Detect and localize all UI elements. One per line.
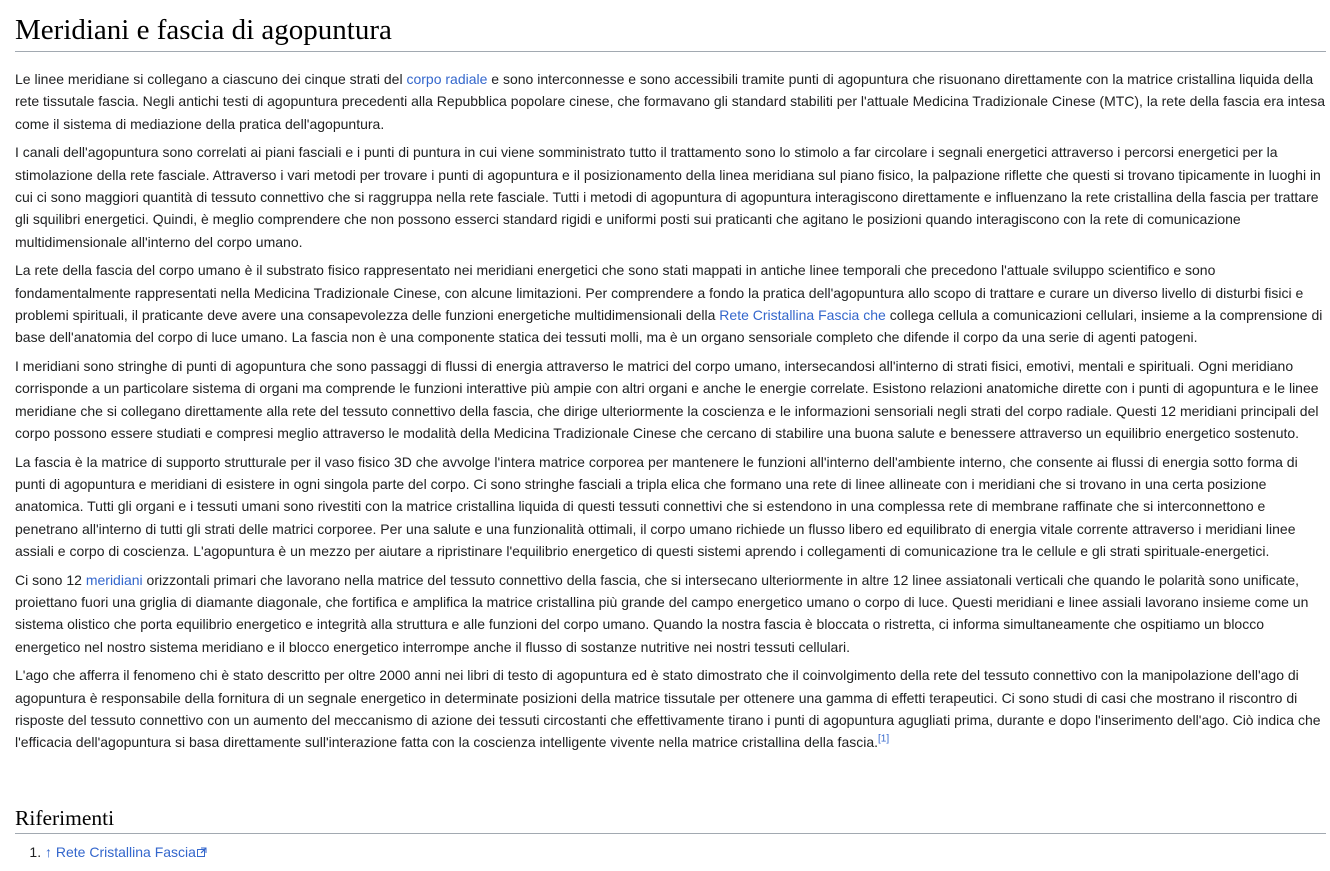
paragraph-1-text-a: Le linee meridiane si collegano a ciascuno dei cinque strati del: [15, 71, 407, 87]
link-meridiani[interactable]: meridiani: [85, 571, 143, 588]
link-rete-cristallina-fascia[interactable]: Rete Cristallina Fascia che: [719, 307, 886, 324]
reference-link-text: Rete Cristallina Fascia: [55, 843, 196, 860]
paragraph-3: [15, 259, 1326, 349]
paragraph-7-text: L'ago che afferra il fenomeno chi è stato descritto per oltre 2000 anni nei libri di testo di agopuntura ed è stato dimostrato che il coinvolgimento della rete del tessuto connettivo con la manipolazione dell'ago di agopuntura è responsabile della fornitura di un segnale energetico in determinate posizioni della matrice tissutale per ottenere una gamma di effetti terapeutici. Ci sono studi di casi che mostrano il riscontro di risposte del tessuto connettivo con un aumento del meccanismo di azione dei tessuti circostanti che effettivamente tirano i punti di agopuntura agugliati prima, durante e dopo l'inserimento dell'ago. Ciò indica che l'efficacia dell'agopuntura si basa direttamente sull'interazione fatta con la coscienza intelligente vivente nella matrice cristallina della fascia.: [15, 667, 1321, 751]
citation-link-1[interactable]: [1]: [878, 733, 890, 745]
paragraph-1-text-b: e sono interconnesse e sono accessibili tramite punti di agopuntura che risuonano direttamente con la matrice cristallina liquida della rete tissutale fascia. Negli antichi testi di agopuntura precedenti alla Repubblica popolare cinese, che formavano gli standard stabiliti per l'attuale Medicina Tradizionale Cinese (MTC), la rete della fascia era intesa come il sistema di mediazione della pratica dell'agopuntura.: [15, 71, 1326, 132]
references-heading: Riferimenti: [15, 804, 1326, 834]
paragraph-4: I meridiani sono stringhe di punti di agopuntura che sono passaggi di flussi di energia attraverso le matrici del corpo umano, intersecandosi all'interno di strati fisici, emotivi, mentali e spirituali. Ogni meridiano corrisponde a un particolare sistema di organi ma comprende le funzioni interattive più ampie con altri organi e anche le energie correlate. Esistono relazioni anatomiche dirette con i punti di agopuntura e le linee meridiane che si collegano direttamente alla rete del tessuto connettivo della fascia, che dirige ulteriormente la coscienza e le informazioni sensoriali negli strati del corpo radiale. Questi 12 meridiani principali del corpo possono essere studiati e compresi meglio attraverso le modalità della Medicina Tradizionale Cinese che cercano di stabilire una buona salute e benessere attraverso un equilibrio energetico sostenuto.: [15, 357, 1319, 442]
article-content: [15, 10, 1326, 862]
paragraph-1: [15, 68, 1326, 135]
citation-1[interactable]: [878, 734, 889, 745]
page-title: Meridiani e fascia di agopuntura: [15, 10, 1326, 52]
paragraph-6: [15, 569, 1326, 659]
paragraph-3-text-a: La rete della fascia del corpo umano è il substrato fisico rappresentato nei meridiani energetici che sono stati mappati in antiche linee temporali che precedono l'attuale sviluppo scientifico e sono fondamentalmente rappresentati nella Medicina Tradizionale Cinese, con alcune limitazioni. Per comprendere a fondo la pratica dell'agopuntura allo scopo di trattare e curare un diverso livello di disturbi fisici e problemi spirituali, il praticante deve avere una consapevolezza delle funzioni energetiche multidimensionali della: [15, 262, 1304, 324]
link-corpo-radiale[interactable]: corpo radiale: [406, 71, 488, 87]
reference-external-link[interactable]: [56, 844, 207, 860]
paragraph-5: La fascia è la matrice di supporto strutturale per il vaso fisico 3D che avvolge l'intera matrice corporea per mantenere le funzioni all'interno dell'ambiente interno, che consente ai flussi di energia sotto forma di punti di agopuntura e meridiani di esistere in ogni singola parte del corpo. Ci sono stringhe fasciali a tripla elica che formano una rete di linee allineate con i meridiani che si trovano in una certa posizione anatomica. Tutti gli organi e i tessuti umani sono rivestiti con la matrice cristallina liquida di questi tessuti connettivi che si estendono in una complessa rete di membrane raffinate che si interconnettono e penetrano all'interno di tutti gli strati delle matrici corporee. Per una salute e una funzionalità ottimali, il corpo umano richiede un flusso libero ed equilibrato di energia vitale corrente attraverso i meridiani linee assiali e corpo di coscienza. L'agopuntura è un mezzo per aiutare a ripristinare l'equilibrio energetico di questi sistemi aprendo i collegamenti di comunicazione tra le cellule e gli strati spirituale-energetici.: [15, 453, 1298, 560]
reference-item: [45, 842, 1326, 862]
paragraph-6-text-a: Ci sono 12: [15, 571, 86, 588]
reference-backlink[interactable]: ↑: [45, 843, 52, 860]
paragraph-3-text-b: collega cellula a comunicazioni cellulari, insieme a la comprensione di base dell'anatomia del corpo di luce umano. La fascia non è una componente statica dei tessuti molli, ma è un organo sensoriale completo che difende il corpo da una serie di agenti patogeni.: [15, 307, 1323, 346]
paragraph-6-text-b: orizzontali primari che lavorano nella matrice del tessuto connettivo della fascia, che si intersecano ulteriormente in altre 12 linee assiatonali verticali che quando le polarità sono unificate, proiettano fuori una griglia di diamante diagonale, che fortifica e amplifica la matrice cristallina più grande del campo energetico umano o corpo di luce. Questi meridiani e linee assiali lavorano insieme come un sistema olistico che porta equilibrio energetico e integrità alla struttura e alle funzioni del corpo umano. Quando la nostra fascia è bloccata o ristretta, ci informa simultaneamente che ospitiamo un blocco energetico nel nostro sistema meridiano e il blocco energetico interrompe anche il flusso di sostanze nutritive nei nostri tessuti cellulari.: [15, 571, 1309, 655]
paragraph-2: I canali dell'agopuntura sono correlati ai piani fasciali e i punti di puntura in cui viene somministrato tutto il trattamento sono lo stimolo a far circolare i segnali energetici attraverso i percorsi energetici per la stimolazione della rete fasciale. Attraverso i vari metodi per trovare i punti di agopuntura e il posizionamento della linea meridiana sul piano fisico, la palpazione riflette che questi si trovano tipicamente in luoghi in cui ci sono maggiori quantità di tessuto connettivo che si raggruppa nella rete fasciale. Tutti i metodi di agopuntura di agopuntura interagiscono direttamente e influenzano la rete cristallina della fascia per trattare gli squilibri energetici. Quindi, è meglio comprendere che non possono esserci standard rigidi e uniformi posti sui praticanti che agitano le posizioni quando interagiscono con la rete di comunicazione multidimensionale all'interno del corpo umano.: [15, 144, 1321, 250]
references-list: [15, 842, 1326, 862]
paragraph-7: [15, 664, 1326, 754]
external-link-icon: [197, 847, 207, 857]
